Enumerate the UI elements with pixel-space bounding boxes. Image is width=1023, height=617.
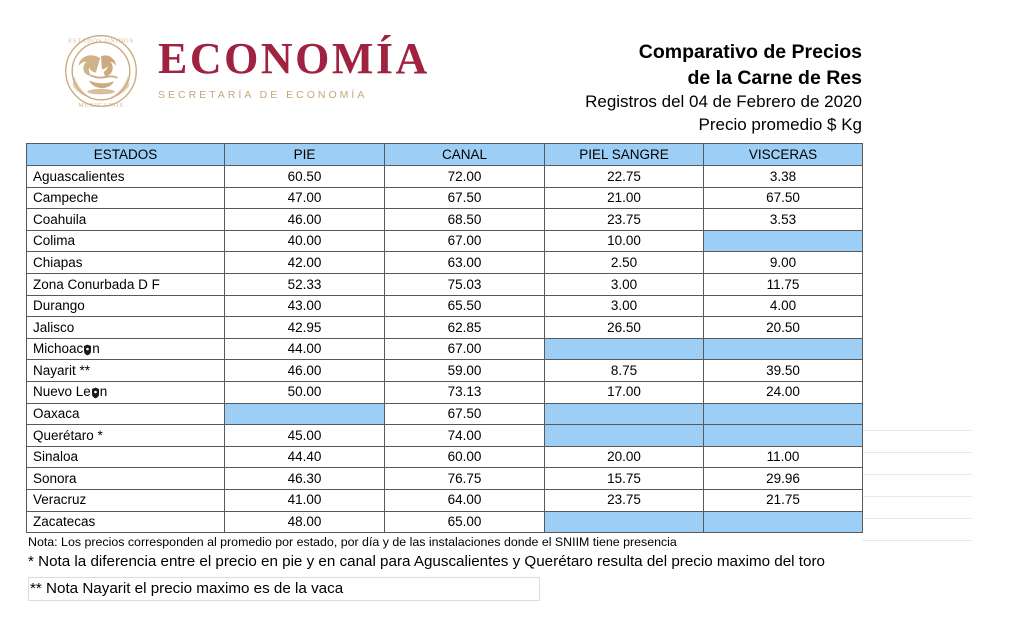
table-row xyxy=(27,209,863,231)
cell-piel-sangre: 8.75 xyxy=(545,360,704,382)
cell-visceras: 11.00 xyxy=(704,446,863,468)
cell-estado: Coahuila xyxy=(27,209,225,231)
column-header-pie: PIE xyxy=(225,144,385,166)
cell-pie: 46.30 xyxy=(225,468,385,490)
cell-pie: 50.00 xyxy=(225,381,385,403)
cell-visceras: 29.96 xyxy=(704,468,863,490)
table-body xyxy=(27,166,863,533)
cell-pie: 42.95 xyxy=(225,317,385,339)
cell-pie: 52.33 xyxy=(225,273,385,295)
cell-visceras: 3.53 xyxy=(704,209,863,231)
cell-pie: 42.00 xyxy=(225,252,385,274)
cell-canal: 62.85 xyxy=(385,317,545,339)
cell-estado: Sinaloa xyxy=(27,446,225,468)
cell-visceras-empty xyxy=(704,425,863,447)
table-header-row xyxy=(27,144,863,166)
cell-visceras-empty xyxy=(704,403,863,425)
cell-pie: 46.00 xyxy=(225,209,385,231)
cell-visceras: 21.75 xyxy=(704,489,863,511)
cell-estado: Durango xyxy=(27,295,225,317)
cell-pie: 48.00 xyxy=(225,511,385,533)
sheet-gridline xyxy=(862,474,972,475)
price-comparison-table-container xyxy=(26,143,862,533)
mexico-national-seal-icon xyxy=(58,28,144,114)
report-title-line-1: Comparativo de Precios xyxy=(638,41,862,63)
cell-canal: 59.00 xyxy=(385,360,545,382)
table-row xyxy=(27,273,863,295)
price-comparison-table xyxy=(26,143,863,533)
cell-canal: 67.00 xyxy=(385,338,545,360)
cell-pie: 45.00 xyxy=(225,425,385,447)
cell-canal: 60.00 xyxy=(385,446,545,468)
cell-pie: 40.00 xyxy=(225,230,385,252)
footnote-nota: Nota: Los precios corresponden al promedio por estado, por día y de las instalaciones donde el SNIIM tiene presencia xyxy=(28,535,677,549)
economia-wordmark-subtitle: SECRETARÍA DE ECONOMÍA xyxy=(158,89,368,101)
cell-piel-sangre-empty xyxy=(545,403,704,425)
cell-piel-sangre: 22.75 xyxy=(545,166,704,188)
svg-text:MEXICANOS: MEXICANOS xyxy=(78,102,124,110)
footnotes-block xyxy=(28,534,1008,597)
cell-pie: 60.50 xyxy=(225,166,385,188)
missing-glyph-icon xyxy=(91,387,100,399)
cell-piel-sangre-empty xyxy=(545,511,704,533)
table-row xyxy=(27,425,863,447)
cell-estado: Chiapas xyxy=(27,252,225,274)
sheet-gridline xyxy=(862,452,972,453)
column-header-estados: ESTADOS xyxy=(27,144,225,166)
cell-pie: 43.00 xyxy=(225,295,385,317)
cell-canal: 72.00 xyxy=(385,166,545,188)
cell-piel-sangre: 23.75 xyxy=(545,209,704,231)
cell-estado: Colima xyxy=(27,230,225,252)
cell-canal: 65.00 xyxy=(385,511,545,533)
cell-visceras: 39.50 xyxy=(704,360,863,382)
table-row xyxy=(27,489,863,511)
table-row xyxy=(27,295,863,317)
cell-canal: 76.75 xyxy=(385,468,545,490)
column-header-visceras: VISCERAS xyxy=(704,144,863,166)
table-row xyxy=(27,317,863,339)
table-row xyxy=(27,446,863,468)
cell-estado: Querétaro * xyxy=(27,425,225,447)
cell-visceras-empty xyxy=(704,511,863,533)
cell-piel-sangre-empty xyxy=(545,425,704,447)
sheet-gridline xyxy=(862,496,972,497)
footnote-double-star: ** Nota Nayarit el precio maximo es de la vaca xyxy=(30,580,344,597)
cell-canal: 67.50 xyxy=(385,403,545,425)
report-title-line-2: de la Carne de Res xyxy=(687,66,862,89)
sheet-gridline xyxy=(862,430,972,431)
cell-piel-sangre: 21.00 xyxy=(545,187,704,209)
cell-canal: 73.13 xyxy=(385,381,545,403)
cell-canal: 64.00 xyxy=(385,489,545,511)
table-row xyxy=(27,187,863,209)
cell-pie: 41.00 xyxy=(225,489,385,511)
column-header-canal: CANAL xyxy=(385,144,545,166)
table-row xyxy=(27,338,863,360)
cell-visceras: 11.75 xyxy=(704,273,863,295)
cell-piel-sangre: 23.75 xyxy=(545,489,704,511)
table-row xyxy=(27,166,863,188)
cell-estado: Sonora xyxy=(27,468,225,490)
economia-wordmark-block xyxy=(158,34,430,105)
cell-visceras: 20.50 xyxy=(704,317,863,339)
footnote-single-star: * Nota la diferencia entre el precio en pie y en canal para Aguscalientes y Querétaro resulta del precio maximo del toro xyxy=(28,552,825,570)
cell-canal: 67.50 xyxy=(385,187,545,209)
cell-visceras: 9.00 xyxy=(704,252,863,274)
table-row xyxy=(27,511,863,533)
report-units-line: Precio promedio $ Kg xyxy=(698,114,862,134)
cell-estado: Nuevo Le n xyxy=(27,381,225,403)
cell-piel-sangre: 26.50 xyxy=(545,317,704,339)
cell-canal: 74.00 xyxy=(385,425,545,447)
cell-visceras-empty xyxy=(704,338,863,360)
cell-piel-sangre: 2.50 xyxy=(545,252,704,274)
cell-estado: Nayarit ** xyxy=(27,360,225,382)
cell-piel-sangre: 17.00 xyxy=(545,381,704,403)
cell-piel-sangre-empty xyxy=(545,338,704,360)
cell-pie: 46.00 xyxy=(225,360,385,382)
column-header-piel-sangre: PIEL SANGRE xyxy=(545,144,704,166)
cell-visceras: 4.00 xyxy=(704,295,863,317)
cell-estado: Zona Conurbada D F xyxy=(27,273,225,295)
table-row xyxy=(27,230,863,252)
report-date-line: Registros del 04 de Febrero de 2020 xyxy=(585,92,862,112)
cell-estado: Aguascalientes xyxy=(27,166,225,188)
cell-canal: 75.03 xyxy=(385,273,545,295)
table-row xyxy=(27,403,863,425)
document-header xyxy=(0,0,1023,140)
cell-pie: 44.00 xyxy=(225,338,385,360)
cell-pie-empty xyxy=(225,403,385,425)
table-row xyxy=(27,252,863,274)
cell-piel-sangre: 3.00 xyxy=(545,295,704,317)
cell-visceras-empty xyxy=(704,230,863,252)
cell-estado: Oaxaca xyxy=(27,403,225,425)
svg-text:ESTADOS UNIDOS: ESTADOS UNIDOS xyxy=(68,37,134,45)
cell-canal: 65.50 xyxy=(385,295,545,317)
cell-estado: Campeche xyxy=(27,187,225,209)
report-title-block xyxy=(585,40,862,136)
cell-visceras: 3.38 xyxy=(704,166,863,188)
table-row xyxy=(27,381,863,403)
cell-piel-sangre: 20.00 xyxy=(545,446,704,468)
economia-wordmark: ECONOMÍA xyxy=(158,34,430,83)
cell-canal: 68.50 xyxy=(385,209,545,231)
cell-estado: Zacatecas xyxy=(27,511,225,533)
cell-piel-sangre: 3.00 xyxy=(545,273,704,295)
missing-glyph-icon xyxy=(83,344,92,356)
table-row xyxy=(27,468,863,490)
cell-pie: 47.00 xyxy=(225,187,385,209)
cell-piel-sangre: 15.75 xyxy=(545,468,704,490)
cell-estado: Jalisco xyxy=(27,317,225,339)
cell-visceras: 67.50 xyxy=(704,187,863,209)
economia-brand-lockup xyxy=(58,28,430,114)
cell-canal: 63.00 xyxy=(385,252,545,274)
cell-canal: 67.00 xyxy=(385,230,545,252)
cell-estado: Michoac n xyxy=(27,338,225,360)
cell-piel-sangre: 10.00 xyxy=(545,230,704,252)
sheet-gridline xyxy=(862,518,972,519)
cell-visceras: 24.00 xyxy=(704,381,863,403)
table-row xyxy=(27,360,863,382)
cell-pie: 44.40 xyxy=(225,446,385,468)
cell-estado: Veracruz xyxy=(27,489,225,511)
